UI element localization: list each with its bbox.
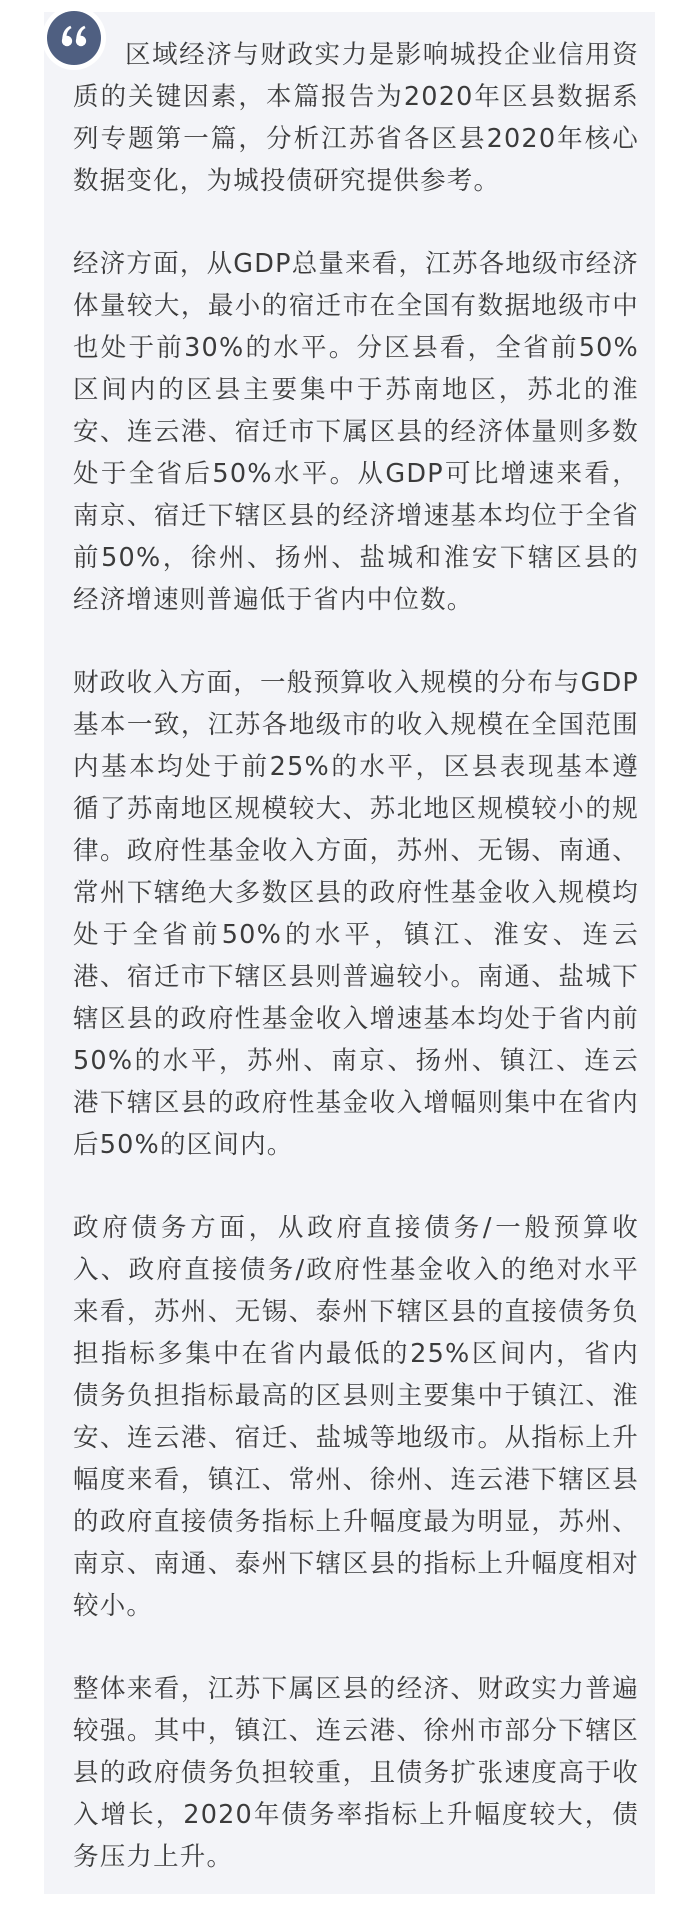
article-body <box>73 34 639 1919</box>
paragraph-economy: 经济方面，从GDP总量来看，江苏各地级市经济体量较大，最小的宿迁市在全国有数据地级市中也处于前30%的水平。分区县看，全省前50%区间内的区县主要集中于苏南地区，苏北的淮安、连云港、宿迁市下属区县的经济体量则多数处于全省后50%水平。从GDP可比增速来看，南京、宿迁下辖区县的经济增速基本均位于全省前50%，徐州、扬州、盐城和淮安下辖区县的经济增速则普遍低于省内中位数。 <box>73 249 639 615</box>
paragraph-conclusion: 整体来看，江苏下属区县的经济、财政实力普遍较强。其中，镇江、连云港、徐州市部分下辖区县的政府债务负担较重，且债务扩张速度高于收入增长，2020年债务率指标上升幅度较大，债务压力上升。 <box>73 1674 639 1872</box>
paragraph-fiscal-revenue: 财政收入方面，一般预算收入规模的分布与GDP基本一致，江苏各地级市的收入规模在全国范围内基本均处于前25%的水平，区县表现基本遵循了苏南地区规模较大、苏北地区规模较小的规律。政府性基金收入方面，苏州、无锡、南通、常州下辖绝大多数区县的政府性基金收入规模均处于全省前50%的水平，镇江、淮安、连云港、宿迁市下辖区县则普遍较小。南通、盐城下辖区县的政府性基金收入增速基本均处于省内前50%的水平，苏州、南京、扬州、镇江、连云港下辖区县的政府性基金收入增幅则集中在省内后50%的区间内。 <box>73 668 639 1160</box>
paragraph-intro: 区域经济与财政实力是影响城投企业信用资质的关键因素，本篇报告为2020年区县数据系列专题第一篇，分析江苏省各区县2020年核心数据变化，为城投债研究提供参考。 <box>73 40 639 196</box>
quote-icon <box>47 11 101 65</box>
paragraph-government-debt: 政府债务方面，从政府直接债务/一般预算收入、政府直接债务/政府性基金收入的绝对水平来看，苏州、无锡、泰州下辖区县的直接债务负担指标多集中在省内最低的25%区间内，省内债务负担指标最高的区县则主要集中于镇江、淮安、连云港、宿迁、盐城等地级市。从指标上升幅度来看，镇江、常州、徐州、连云港下辖区县的政府直接债务指标上升幅度最为明显，苏州、南京、南通、泰州下辖区县的指标上升幅度相对较小。 <box>73 1213 639 1621</box>
